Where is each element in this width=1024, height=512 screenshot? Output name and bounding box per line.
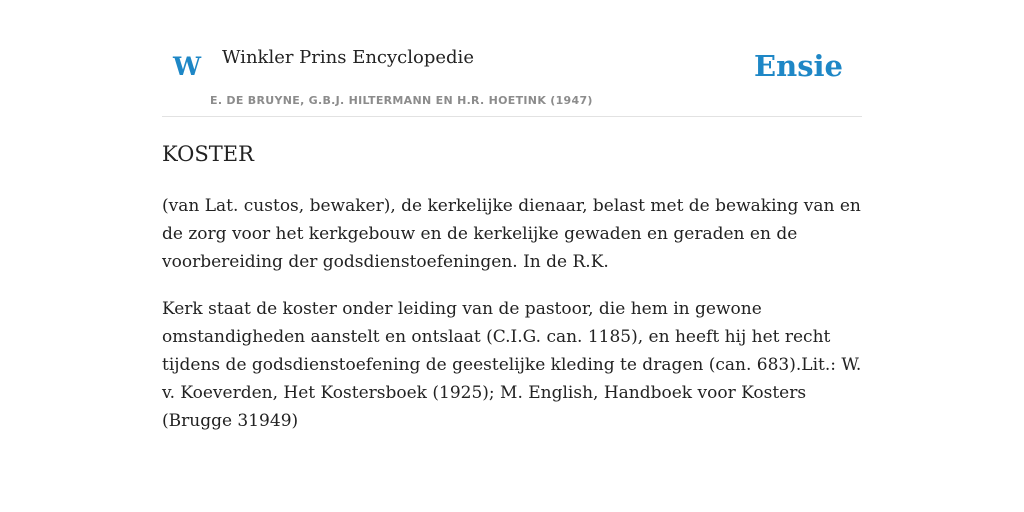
w-logo-icon[interactable]: W: [173, 52, 202, 81]
source-title[interactable]: Winkler Prins Encyclopedie: [222, 47, 474, 68]
entry-title: KOSTER: [162, 142, 254, 166]
source-header: [162, 0, 862, 117]
ensie-logo[interactable]: Ensie: [754, 49, 843, 83]
source-authors: E. DE BRUYNE, G.B.J. HILTERMANN EN H.R. HOETINK (1947): [210, 94, 593, 107]
article-paragraph: (van Lat. custos, bewaker), de kerkelijke dienaar, belast met de bewaking van en de zorg voor het kerkgebouw en de kerkelijke gewaden en geraden en de voorbereiding der godsdienstoefeningen. In de R.K.: [162, 196, 861, 272]
article-paragraph: Kerk staat de koster onder leiding van de pastoor, die hem in gewone omstandigheden aanstelt en ontslaat (C.I.G. can. 1185), en heeft hij het recht tijdens de godsdienstoefening de geestelijke kleding te dragen (can. 683).Lit.: W. v. Koeverden, Het Kostersboek (1925); M. English, Handboek voor Kosters (Brugge 31949): [162, 299, 862, 431]
article: [162, 140, 862, 435]
